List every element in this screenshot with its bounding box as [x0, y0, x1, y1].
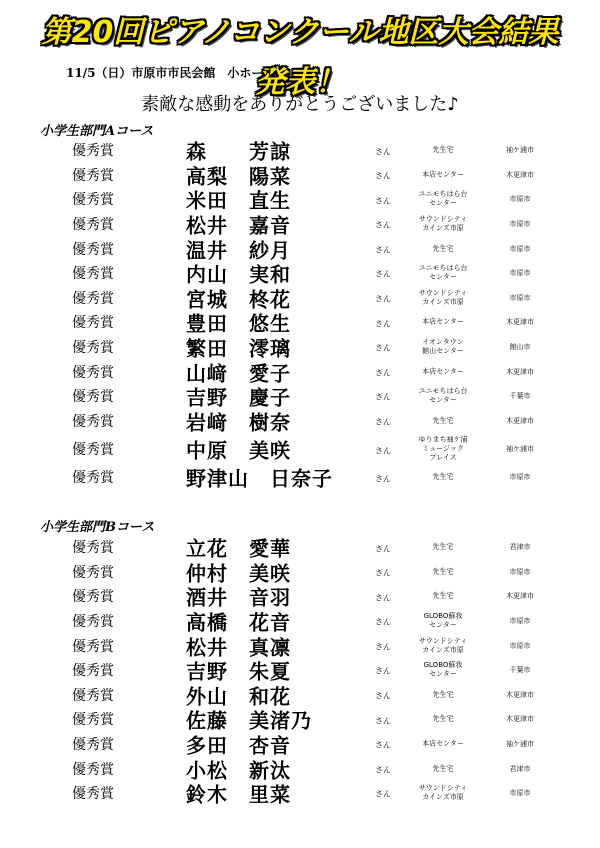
city-name: 木更津市 [506, 416, 534, 425]
winner-name: 繁田 澪璃 [186, 336, 291, 361]
award-label: 優秀賞 [72, 564, 114, 581]
award-label: 優秀賞 [72, 589, 114, 606]
result-row [0, 310, 600, 335]
result-row [0, 433, 600, 465]
award-label: 優秀賞 [72, 241, 114, 258]
honorific-label: さん [375, 474, 391, 484]
honorific-label: さん [375, 740, 391, 750]
honorific-label: さん [375, 544, 391, 554]
award-label: 優秀賞 [72, 217, 114, 234]
school-venue: 先生宅 [432, 714, 454, 723]
award-label: 優秀賞 [72, 389, 114, 406]
award-label: 優秀賞 [72, 340, 114, 357]
result-row [0, 633, 600, 658]
city-name: 市原市 [509, 293, 531, 302]
honorific-label: さん [375, 269, 391, 279]
city-name: 千葉市 [509, 392, 531, 401]
result-row [0, 187, 600, 212]
school-venue: 先生宅 [432, 591, 454, 600]
school-venue: 先生宅 [432, 416, 454, 425]
honorific-label: さん [375, 319, 391, 329]
award-label: 優秀賞 [72, 290, 114, 307]
city-name: 市原市 [509, 195, 531, 204]
winner-name: 佐藤 美渚乃 [186, 708, 312, 733]
thanks-message: 素敵な感動をありがとうございました♪ [141, 94, 459, 115]
result-row [0, 261, 600, 286]
winner-name: 吉野 朱夏 [186, 659, 291, 684]
winner-name: 宮城 柊花 [186, 287, 291, 312]
school-venue: 本店センター [422, 367, 464, 376]
results-list-b-course [0, 535, 600, 806]
winner-name: 森 芳諒 [186, 139, 291, 164]
award-label: 優秀賞 [72, 442, 114, 459]
city-name: 木更津市 [506, 318, 534, 327]
winner-name: 松井 真凛 [186, 635, 291, 660]
award-label: 優秀賞 [72, 614, 114, 631]
city-name: 袖ケ浦市 [506, 445, 534, 454]
section-title-b-course: 小学生部門Bコース [40, 520, 155, 535]
honorific-label: さん [375, 392, 391, 402]
event-date-venue: 11/5（日）市原市市民会館 小ホール [66, 66, 276, 80]
award-label: 優秀賞 [72, 638, 114, 655]
school-venue: 先生宅 [432, 690, 454, 699]
honorific-label: さん [375, 789, 391, 799]
honorific-label: さん [375, 294, 391, 304]
school-venue: イオンタウン 館山センター [422, 338, 464, 356]
award-label: 優秀賞 [72, 663, 114, 680]
school-venue: ユニモちはら台 センター [418, 264, 468, 282]
school-venue: サウンドシティ カインズ市原 [418, 636, 468, 654]
award-label: 優秀賞 [72, 712, 114, 729]
results-list-a-course [0, 138, 600, 490]
school-venue: サウンドシティ カインズ市原 [418, 215, 468, 233]
result-row [0, 236, 600, 261]
award-label: 優秀賞 [72, 687, 114, 704]
school-venue: 先生宅 [432, 244, 454, 253]
city-name: 市原市 [509, 220, 531, 229]
result-row [0, 212, 600, 237]
result-row [0, 535, 600, 560]
winner-name: 内山 実和 [186, 262, 291, 287]
city-name: 市原市 [509, 244, 531, 253]
result-row [0, 609, 600, 634]
school-venue: ユニモちはら台 センター [418, 190, 468, 208]
winner-name: 松井 嘉音 [186, 213, 291, 238]
city-name: 市原市 [509, 641, 531, 650]
result-row [0, 335, 600, 360]
city-name: 袖ケ浦市 [506, 146, 534, 155]
city-name: 木更津市 [506, 170, 534, 179]
school-venue: 先生宅 [432, 567, 454, 576]
city-name: 木更津市 [506, 690, 534, 699]
city-name: 市原市 [509, 789, 531, 798]
result-row [0, 781, 600, 806]
result-row [0, 384, 600, 409]
winner-name: 高橋 花音 [186, 610, 291, 635]
result-row [0, 560, 600, 585]
honorific-label: さん [375, 716, 391, 726]
honorific-label: さん [375, 417, 391, 427]
honorific-label: さん [375, 642, 391, 652]
winner-name: 中原 美咲 [186, 438, 291, 463]
school-venue: サウンドシティ カインズ市原 [418, 784, 468, 802]
school-venue: ゆりまち袖ケ浦 ミュージック プレイス [418, 435, 468, 462]
school-venue: GLOBO蘇我 センター [423, 612, 463, 630]
school-venue: 先生宅 [432, 542, 454, 551]
city-name: 市原市 [509, 617, 531, 626]
city-name: 木更津市 [506, 367, 534, 376]
winner-name: 鈴木 里菜 [186, 782, 291, 807]
section-title-a-course: 小学生部門Aコース [40, 124, 154, 139]
city-name: 君津市 [509, 764, 531, 773]
winner-name: 山﨑 愛子 [186, 361, 291, 386]
result-row [0, 683, 600, 708]
winner-name: 野津山 日奈子 [186, 466, 333, 491]
award-label: 優秀賞 [72, 192, 114, 209]
result-row [0, 658, 600, 683]
winner-name: 岩﨑 樹奈 [186, 410, 291, 435]
city-name: 木更津市 [506, 592, 534, 601]
award-label: 優秀賞 [72, 737, 114, 754]
result-row [0, 584, 600, 609]
result-row [0, 732, 600, 757]
result-row [0, 359, 600, 384]
award-label: 優秀賞 [72, 540, 114, 557]
honorific-label: さん [375, 691, 391, 701]
award-label: 優秀賞 [72, 413, 114, 430]
school-venue: 先生宅 [432, 145, 454, 154]
winner-name: 仲村 美咲 [186, 561, 291, 586]
school-venue: サウンドシティ カインズ市原 [418, 288, 468, 306]
award-label: 優秀賞 [72, 143, 114, 160]
winner-name: 外山 和花 [186, 684, 291, 709]
honorific-label: さん [375, 368, 391, 378]
award-label: 優秀賞 [72, 786, 114, 803]
result-row [0, 756, 600, 781]
city-name: 木更津市 [506, 715, 534, 724]
honorific-label: さん [375, 147, 391, 157]
school-venue: ユニモちはら台 センター [418, 387, 468, 405]
honorific-label: さん [375, 617, 391, 627]
winner-name: 豊田 悠生 [186, 311, 291, 336]
city-name: 市原市 [509, 567, 531, 576]
school-venue: 本店センター [422, 170, 464, 179]
city-name: 市原市 [509, 473, 531, 482]
award-label: 優秀賞 [72, 364, 114, 381]
honorific-label: さん [375, 245, 391, 255]
result-row [0, 138, 600, 163]
school-venue: 本店センター [422, 317, 464, 326]
result-row [0, 465, 600, 490]
city-name: 館山市 [509, 343, 531, 352]
winner-name: 多田 杏音 [186, 733, 291, 758]
winner-name: 高梨 陽菜 [186, 164, 291, 189]
honorific-label: さん [375, 593, 391, 603]
city-name: 君津市 [509, 543, 531, 552]
winner-name: 米田 直生 [186, 188, 291, 213]
award-label: 優秀賞 [72, 266, 114, 283]
honorific-label: さん [375, 568, 391, 578]
honorific-label: さん [375, 220, 391, 230]
honorific-label: さん [375, 446, 391, 456]
city-name: 千葉市 [509, 666, 531, 675]
honorific-label: さん [375, 765, 391, 775]
award-label: 優秀賞 [72, 315, 114, 332]
winner-name: 小松 新汰 [186, 758, 291, 783]
award-label: 優秀賞 [72, 470, 114, 487]
honorific-label: さん [375, 343, 391, 353]
school-venue: 先生宅 [432, 472, 454, 481]
winner-name: 酒井 音羽 [186, 585, 291, 610]
school-venue: 先生宅 [432, 764, 454, 773]
city-name: 袖ケ浦市 [506, 740, 534, 749]
winner-name: 温井 紗月 [186, 238, 291, 263]
result-row [0, 707, 600, 732]
school-venue: 本店センター [422, 739, 464, 748]
result-row [0, 409, 600, 434]
winner-name: 立花 愛華 [186, 536, 291, 561]
award-label: 優秀賞 [72, 167, 114, 184]
honorific-label: さん [375, 171, 391, 181]
results-banner-title: 第20回ピアノコンクール地区大会結果発表！ [41, 15, 559, 100]
honorific-label: さん [375, 666, 391, 676]
winner-name: 吉野 慶子 [186, 385, 291, 410]
city-name: 市原市 [509, 269, 531, 278]
honorific-label: さん [375, 196, 391, 206]
result-row [0, 286, 600, 311]
award-label: 優秀賞 [72, 761, 114, 778]
school-venue: GLOBO蘇我 センター [423, 661, 463, 679]
result-row [0, 163, 600, 188]
